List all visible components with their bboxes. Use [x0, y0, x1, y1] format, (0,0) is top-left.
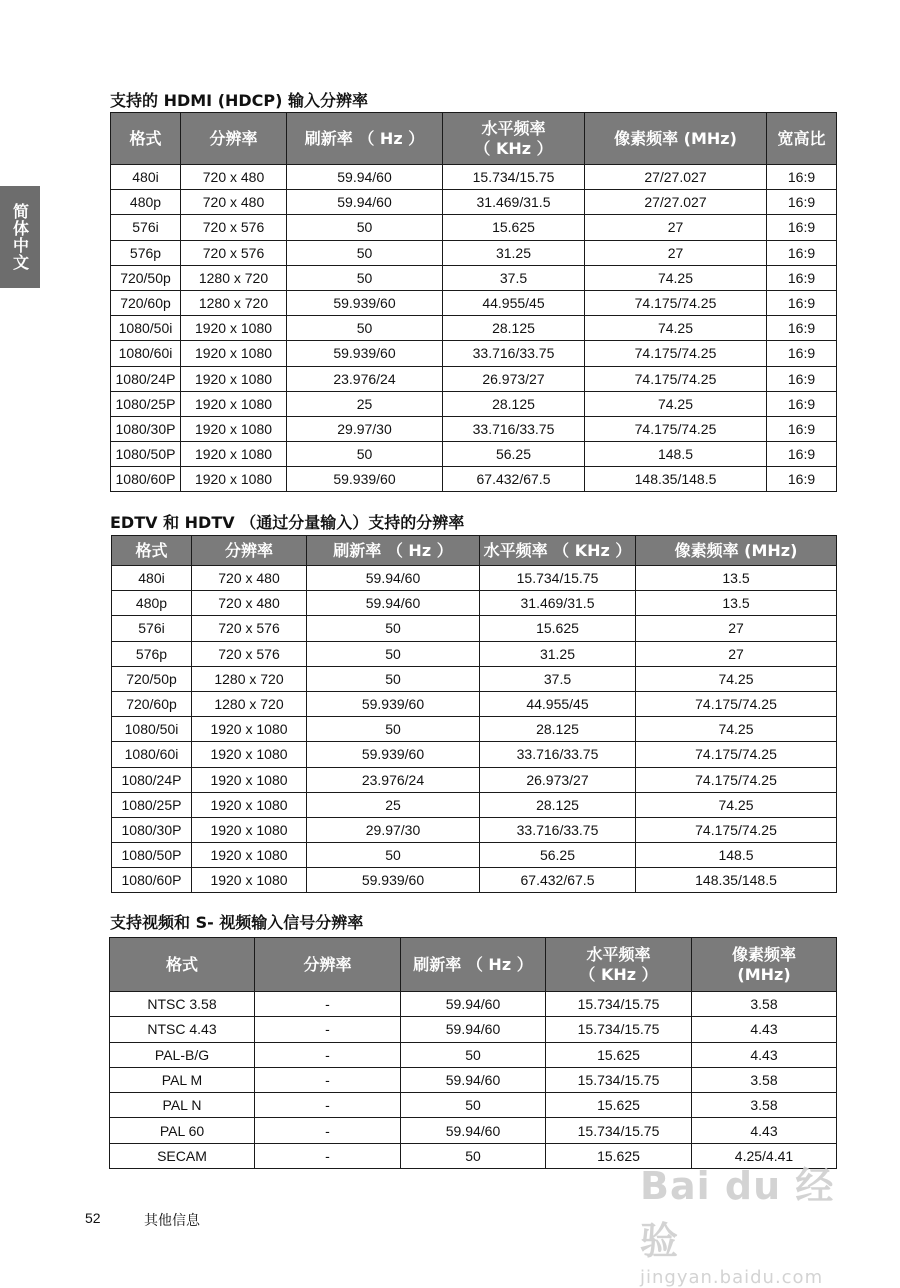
- table-cell: PAL N: [110, 1093, 255, 1118]
- table-cell: 50: [307, 666, 480, 691]
- table-cell: 23.976/24: [287, 366, 443, 391]
- table-cell: 15.734/15.75: [546, 992, 692, 1017]
- table-cell: 25: [307, 792, 480, 817]
- table-cell: 50: [401, 1042, 546, 1067]
- table-cell: 27/27.027: [585, 190, 767, 215]
- table-cell: 16:9: [767, 341, 837, 366]
- table-cell: 59.94/60: [401, 992, 546, 1017]
- page-number: 52: [85, 1210, 101, 1226]
- table-cell: 59.94/60: [401, 1118, 546, 1143]
- table-cell: 16:9: [767, 416, 837, 441]
- column-header: 分辨率: [192, 536, 307, 566]
- table-cell: 720 x 576: [192, 616, 307, 641]
- table-header-row: [112, 536, 837, 566]
- table-row: [111, 467, 837, 492]
- table-row: [112, 616, 837, 641]
- table-cell: 1080/60P: [111, 467, 181, 492]
- table-cell: 148.35/148.5: [636, 868, 837, 893]
- table-cell: 59.94/60: [287, 190, 443, 215]
- table-cell: 720/60p: [112, 691, 192, 716]
- table-cell: 59.939/60: [307, 691, 480, 716]
- table-cell: 74.25: [585, 391, 767, 416]
- table-cell: 31.25: [443, 240, 585, 265]
- table-cell: 1920 x 1080: [192, 843, 307, 868]
- table-row: [111, 165, 837, 190]
- table-cell: 13.5: [636, 591, 837, 616]
- table-cell: 59.94/60: [307, 566, 480, 591]
- table-cell: 1080/50P: [111, 442, 181, 467]
- table-cell: PAL M: [110, 1067, 255, 1092]
- table-row: [112, 843, 837, 868]
- table-row: [112, 641, 837, 666]
- table-cell: -: [255, 1067, 401, 1092]
- column-header: 刷新率 （ Hz ）: [287, 113, 443, 165]
- table-cell: 44.955/45: [480, 691, 636, 716]
- table-cell: 576i: [111, 215, 181, 240]
- table-cell: 50: [401, 1143, 546, 1168]
- table-cell: 15.625: [546, 1042, 692, 1067]
- table-cell: 15.625: [443, 215, 585, 240]
- table-cell: 1080/25P: [111, 391, 181, 416]
- table-row: [111, 265, 837, 290]
- table-cell: 27: [636, 641, 837, 666]
- table-cell: 15.734/15.75: [546, 1017, 692, 1042]
- table-cell: 720/60p: [111, 290, 181, 315]
- table-cell: 720/50p: [111, 265, 181, 290]
- table-cell: 15.734/15.75: [480, 566, 636, 591]
- table-cell: 16:9: [767, 265, 837, 290]
- footer-section-label: 其他信息: [144, 1213, 200, 1229]
- table-cell: 74.25: [585, 265, 767, 290]
- table-cell: 59.939/60: [287, 467, 443, 492]
- column-header: 宽高比: [767, 113, 837, 165]
- table-row: [110, 1017, 837, 1042]
- table-cell: 26.973/27: [480, 767, 636, 792]
- table-cell: 59.939/60: [287, 290, 443, 315]
- table-cell: 33.716/33.75: [443, 416, 585, 441]
- column-header: 像素频率 (MHz): [636, 536, 837, 566]
- table-row: [112, 691, 837, 716]
- table-row: [110, 1042, 837, 1067]
- video-svideo-resolution-table: [109, 937, 837, 1169]
- table-cell: 16:9: [767, 366, 837, 391]
- table-cell: 480p: [111, 190, 181, 215]
- table-cell: 4.43: [692, 1118, 837, 1143]
- table-cell: 1080/30P: [111, 416, 181, 441]
- table-cell: 59.94/60: [401, 1017, 546, 1042]
- table-cell: 28.125: [480, 792, 636, 817]
- table-cell: 1080/50i: [111, 316, 181, 341]
- table-cell: 720 x 480: [181, 190, 287, 215]
- table-cell: 480i: [112, 566, 192, 591]
- table-cell: NTSC 3.58: [110, 992, 255, 1017]
- table-cell: PAL 60: [110, 1118, 255, 1143]
- table-cell: 15.625: [480, 616, 636, 641]
- table-row: [111, 290, 837, 315]
- table-cell: 27: [585, 215, 767, 240]
- table-cell: 37.5: [480, 666, 636, 691]
- table-cell: 16:9: [767, 240, 837, 265]
- table-row: [112, 591, 837, 616]
- column-header: 水平频率 （ KHz ）: [443, 113, 585, 165]
- table-cell: 50: [307, 641, 480, 666]
- table-cell: 576p: [111, 240, 181, 265]
- table-cell: 1080/24P: [111, 366, 181, 391]
- table-cell: 480p: [112, 591, 192, 616]
- table-cell: 1920 x 1080: [181, 391, 287, 416]
- table-cell: 1080/60i: [112, 742, 192, 767]
- baidu-jingyan-watermark: [640, 1155, 860, 1288]
- table-cell: 16:9: [767, 190, 837, 215]
- section-title-hdmi: 支持的 HDMI (HDCP) 输入分辨率: [110, 91, 369, 110]
- section-title-video-svideo: 支持视频和 S- 视频输入信号分辨率: [110, 913, 364, 932]
- table-cell: 1920 x 1080: [181, 341, 287, 366]
- table-cell: 74.175/74.25: [636, 691, 837, 716]
- table-cell: 50: [401, 1093, 546, 1118]
- watermark-brand: Bai du 经验: [640, 1164, 835, 1263]
- table-cell: 1920 x 1080: [181, 316, 287, 341]
- table-cell: 1080/30P: [112, 817, 192, 842]
- table-cell: -: [255, 1143, 401, 1168]
- table-cell: 1080/25P: [112, 792, 192, 817]
- table-header-row: [111, 113, 837, 165]
- table-cell: 4.43: [692, 1017, 837, 1042]
- table-cell: 59.939/60: [287, 341, 443, 366]
- table-cell: 576p: [112, 641, 192, 666]
- column-header: 水平频率 （ KHz ）: [480, 536, 636, 566]
- table-cell: PAL-B/G: [110, 1042, 255, 1067]
- table-row: [111, 240, 837, 265]
- table-cell: 16:9: [767, 290, 837, 315]
- table-cell: 74.175/74.25: [585, 341, 767, 366]
- language-side-tab: 简体中文: [0, 186, 40, 288]
- table-cell: 31.469/31.5: [443, 190, 585, 215]
- table-cell: 33.716/33.75: [480, 742, 636, 767]
- column-header: 刷新率 （ Hz ）: [307, 536, 480, 566]
- table-cell: 1080/50P: [112, 843, 192, 868]
- table-row: [112, 817, 837, 842]
- table-cell: 50: [287, 265, 443, 290]
- table-cell: 720 x 576: [192, 641, 307, 666]
- table-cell: 50: [307, 843, 480, 868]
- table-cell: 16:9: [767, 467, 837, 492]
- table-cell: 1080/60i: [111, 341, 181, 366]
- table-cell: 59.94/60: [307, 591, 480, 616]
- table-cell: 28.125: [443, 316, 585, 341]
- table-cell: 13.5: [636, 566, 837, 591]
- column-header: 格式: [112, 536, 192, 566]
- table-cell: 1920 x 1080: [192, 717, 307, 742]
- table-cell: 74.175/74.25: [585, 290, 767, 315]
- table-cell: 50: [287, 240, 443, 265]
- section-title-edtv-hdtv: EDTV 和 HDTV （通过分量输入）支持的分辨率: [110, 513, 465, 532]
- table-cell: 720 x 480: [192, 591, 307, 616]
- table-row: [112, 742, 837, 767]
- table-cell: -: [255, 1093, 401, 1118]
- table-cell: 1080/60P: [112, 868, 192, 893]
- table-row: [110, 1093, 837, 1118]
- table-row: [112, 767, 837, 792]
- table-cell: 15.734/15.75: [546, 1118, 692, 1143]
- table-row: [112, 868, 837, 893]
- hdmi-resolution-table: [110, 112, 837, 492]
- table-row: [111, 190, 837, 215]
- table-cell: -: [255, 1118, 401, 1143]
- table-cell: 1920 x 1080: [192, 742, 307, 767]
- table-cell: 59.94/60: [401, 1067, 546, 1092]
- table-cell: 27/27.027: [585, 165, 767, 190]
- table-cell: 1920 x 1080: [192, 868, 307, 893]
- table-cell: 74.175/74.25: [585, 366, 767, 391]
- column-header: 像素频率 (MHz): [692, 938, 837, 992]
- table-cell: 23.976/24: [307, 767, 480, 792]
- table-row: [112, 717, 837, 742]
- table-row: [111, 215, 837, 240]
- table-cell: 720 x 576: [181, 215, 287, 240]
- table-cell: 29.97/30: [287, 416, 443, 441]
- table-cell: 28.125: [443, 391, 585, 416]
- table-cell: 1280 x 720: [192, 691, 307, 716]
- table-cell: 1280 x 720: [181, 290, 287, 315]
- table-cell: 148.5: [585, 442, 767, 467]
- table-cell: 3.58: [692, 992, 837, 1017]
- table-cell: 720 x 480: [181, 165, 287, 190]
- table-cell: 1920 x 1080: [181, 467, 287, 492]
- table-row: [111, 316, 837, 341]
- table-cell: 33.716/33.75: [443, 341, 585, 366]
- table-cell: 74.175/74.25: [636, 767, 837, 792]
- table-cell: 37.5: [443, 265, 585, 290]
- table-cell: 50: [287, 316, 443, 341]
- table-cell: 3.58: [692, 1093, 837, 1118]
- column-header: 分辨率: [181, 113, 287, 165]
- table-cell: 29.97/30: [307, 817, 480, 842]
- table-row: [112, 566, 837, 591]
- table-cell: 50: [307, 616, 480, 641]
- table-cell: 56.25: [443, 442, 585, 467]
- column-header: 分辨率: [255, 938, 401, 992]
- table-row: [112, 792, 837, 817]
- table-cell: 16:9: [767, 391, 837, 416]
- table-cell: 74.25: [636, 666, 837, 691]
- table-cell: 16:9: [767, 165, 837, 190]
- table-row: [111, 442, 837, 467]
- column-header: 格式: [111, 113, 181, 165]
- table-cell: 576i: [112, 616, 192, 641]
- table-row: [110, 1118, 837, 1143]
- table-cell: 59.94/60: [287, 165, 443, 190]
- table-cell: 25: [287, 391, 443, 416]
- table-cell: 720 x 480: [192, 566, 307, 591]
- table-cell: 56.25: [480, 843, 636, 868]
- table-cell: 74.25: [636, 717, 837, 742]
- edtv-hdtv-resolution-table: [111, 535, 837, 893]
- column-header: 水平频率 （ KHz ）: [546, 938, 692, 992]
- table-row: [110, 1067, 837, 1092]
- table-cell: 1280 x 720: [192, 666, 307, 691]
- watermark-url: jingyan.baidu.com: [640, 1267, 824, 1288]
- table-cell: 59.939/60: [307, 868, 480, 893]
- table-cell: 15.625: [546, 1143, 692, 1168]
- table-row: [111, 366, 837, 391]
- table-cell: 15.625: [546, 1093, 692, 1118]
- table-row: [111, 391, 837, 416]
- table-cell: 1280 x 720: [181, 265, 287, 290]
- column-header: 格式: [110, 938, 255, 992]
- table-cell: -: [255, 1017, 401, 1042]
- table-row: [112, 666, 837, 691]
- table-cell: 16:9: [767, 215, 837, 240]
- table-cell: 720 x 576: [181, 240, 287, 265]
- table-cell: 148.5: [636, 843, 837, 868]
- table-cell: 74.25: [636, 792, 837, 817]
- table-cell: 148.35/148.5: [585, 467, 767, 492]
- table-cell: 16:9: [767, 442, 837, 467]
- table-cell: 1920 x 1080: [192, 817, 307, 842]
- table-cell: 74.175/74.25: [636, 817, 837, 842]
- table-cell: 27: [585, 240, 767, 265]
- table-cell: 50: [287, 442, 443, 467]
- table-cell: 1080/50i: [112, 717, 192, 742]
- table-cell: 50: [287, 215, 443, 240]
- table-cell: 3.58: [692, 1067, 837, 1092]
- table-row: [111, 341, 837, 366]
- table-cell: 50: [307, 717, 480, 742]
- table-cell: 16:9: [767, 316, 837, 341]
- table-cell: 31.469/31.5: [480, 591, 636, 616]
- table-cell: 1920 x 1080: [192, 767, 307, 792]
- table-cell: 28.125: [480, 717, 636, 742]
- table-cell: 26.973/27: [443, 366, 585, 391]
- table-cell: 44.955/45: [443, 290, 585, 315]
- table-cell: 15.734/15.75: [443, 165, 585, 190]
- table-cell: NTSC 4.43: [110, 1017, 255, 1042]
- table-cell: 4.43: [692, 1042, 837, 1067]
- table-cell: 720/50p: [112, 666, 192, 691]
- table-cell: 1080/24P: [112, 767, 192, 792]
- table-cell: -: [255, 992, 401, 1017]
- column-header: 像素频率 (MHz): [585, 113, 767, 165]
- table-cell: 33.716/33.75: [480, 817, 636, 842]
- table-cell: 4.25/4.41: [692, 1143, 837, 1168]
- table-cell: -: [255, 1042, 401, 1067]
- table-cell: 1920 x 1080: [181, 416, 287, 441]
- table-cell: SECAM: [110, 1143, 255, 1168]
- table-cell: 74.25: [585, 316, 767, 341]
- table-cell: 74.175/74.25: [636, 742, 837, 767]
- table-cell: 1920 x 1080: [181, 366, 287, 391]
- table-cell: 1920 x 1080: [181, 442, 287, 467]
- table-header-row: [110, 938, 837, 992]
- table-cell: 59.939/60: [307, 742, 480, 767]
- table-cell: 74.175/74.25: [585, 416, 767, 441]
- table-cell: 67.432/67.5: [480, 868, 636, 893]
- table-cell: 480i: [111, 165, 181, 190]
- table-cell: 27: [636, 616, 837, 641]
- table-row: [110, 992, 837, 1017]
- table-cell: 15.734/15.75: [546, 1067, 692, 1092]
- table-cell: 31.25: [480, 641, 636, 666]
- table-cell: 1920 x 1080: [192, 792, 307, 817]
- column-header: 刷新率 （ Hz ）: [401, 938, 546, 992]
- table-row: [111, 416, 837, 441]
- table-cell: 67.432/67.5: [443, 467, 585, 492]
